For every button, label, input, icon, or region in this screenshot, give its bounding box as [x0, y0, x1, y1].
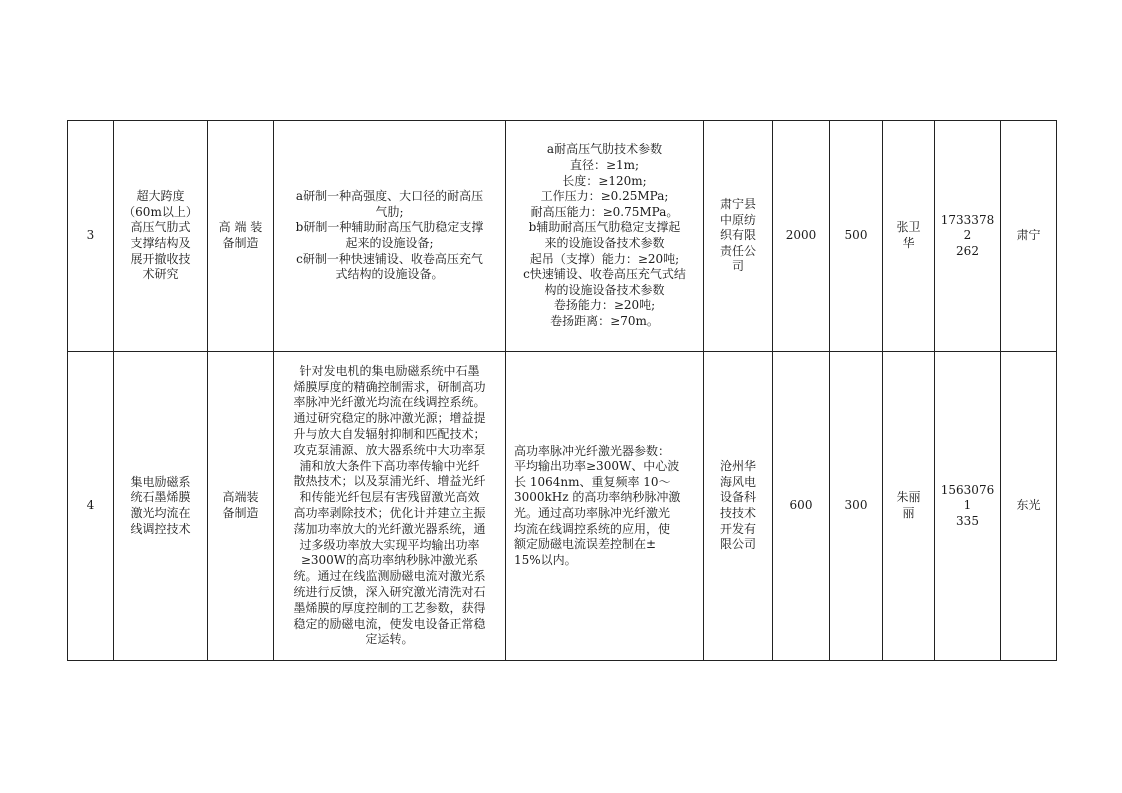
total-investment-cell: 600 [773, 352, 830, 661]
project-name-cell: 超大跨度 （60m以上） 高压气肋式 支撑结构及 展开撤收技 术研究 [114, 121, 208, 352]
company-cell: 肃宁县 中原纺 织有限 责任公 司 [704, 121, 773, 352]
row-number-cell: 3 [68, 121, 114, 352]
row-number-cell: 4 [68, 352, 114, 661]
research-tasks-cell: 针对发电机的集电励磁系统中石墨 烯膜厚度的精确控制需求，研制高功 率脉冲光纤激光均流在线调控系统。 通过研究稳定的脉冲激光源；增益提 升与放大自发辐射抑制和匹配技术； 攻克泵浦源、放大器系统中大功率泵 浦和放大条件下高功率传输中光纤 散热技术；以及泵浦光纤、增益光纤 和传能光纤包层有害残留激光高效 高功率剥除技术；优化计并建立主振 荡加功率放大的光纤激光器系统，通 过多级功率放大实现平均输出功率 ≥300W的高功率纳秒脉冲激光系 统。通过在线监测励磁电流对激光系 统进行反馈，深入研究激光清洗对石 墨烯膜的厚度控制的工艺参数，获得 稳定的励磁电流，使发电设备正常稳 定运转。 [274, 352, 506, 661]
phone-cell: 17333782 262 [935, 121, 1001, 352]
total-investment-cell: 2000 [773, 121, 830, 352]
support-funding-cell: 300 [830, 352, 883, 661]
phone-cell: 15630761 335 [935, 352, 1001, 661]
county-cell: 肃宁 [1001, 121, 1057, 352]
contact-person-cell: 朱丽 丽 [883, 352, 935, 661]
project-table [67, 120, 1057, 661]
company-cell: 沧州华 海风电 设备科 技技术 开发有 限公司 [704, 352, 773, 661]
table-row [68, 121, 1057, 352]
project-name-cell: 集电励磁系 统石墨烯膜 激光均流在 线调控技术 [114, 352, 208, 661]
technical-params-cell: 高功率脉冲光纤激光器参数： 平均输出功率≥300W、中心波 长 1064nm、重复频率 10～ 3000kHz 的高功率纳秒脉冲激 光。通过高功率脉冲光纤激光 均流在线调控系统的应用，使 额定励磁电流误差控制在± 15%以内。 [506, 352, 704, 661]
support-funding-cell: 500 [830, 121, 883, 352]
research-tasks-cell: a研制一种高强度、大口径的耐高压 气肋; b研制一种辅助耐高压气肋稳定支撑 起来的设施设备; c研制一种快速铺设、收卷高压充气 式结构的设施设备。 [274, 121, 506, 352]
contact-person-cell: 张卫 华 [883, 121, 935, 352]
field-cell: 高 端 装 备制造 [208, 121, 274, 352]
field-cell: 高端装 备制造 [208, 352, 274, 661]
county-cell: 东光 [1001, 352, 1057, 661]
table-row [68, 352, 1057, 661]
technical-params-cell: a耐高压气肋技术参数 直径：≥1m; 长度：≥120m; 工作压力：≥0.25MPa; 耐高压能力：≥0.75MPa。 b辅助耐高压气肋稳定支撑起 来的设施设备技术参数 起吊（支撑）能力：≥20吨; c快速铺设、收卷高压充气式结 构的设施设备技术参数 卷扬能力：≥20吨; 卷扬距离：≥70m。 [506, 121, 704, 352]
